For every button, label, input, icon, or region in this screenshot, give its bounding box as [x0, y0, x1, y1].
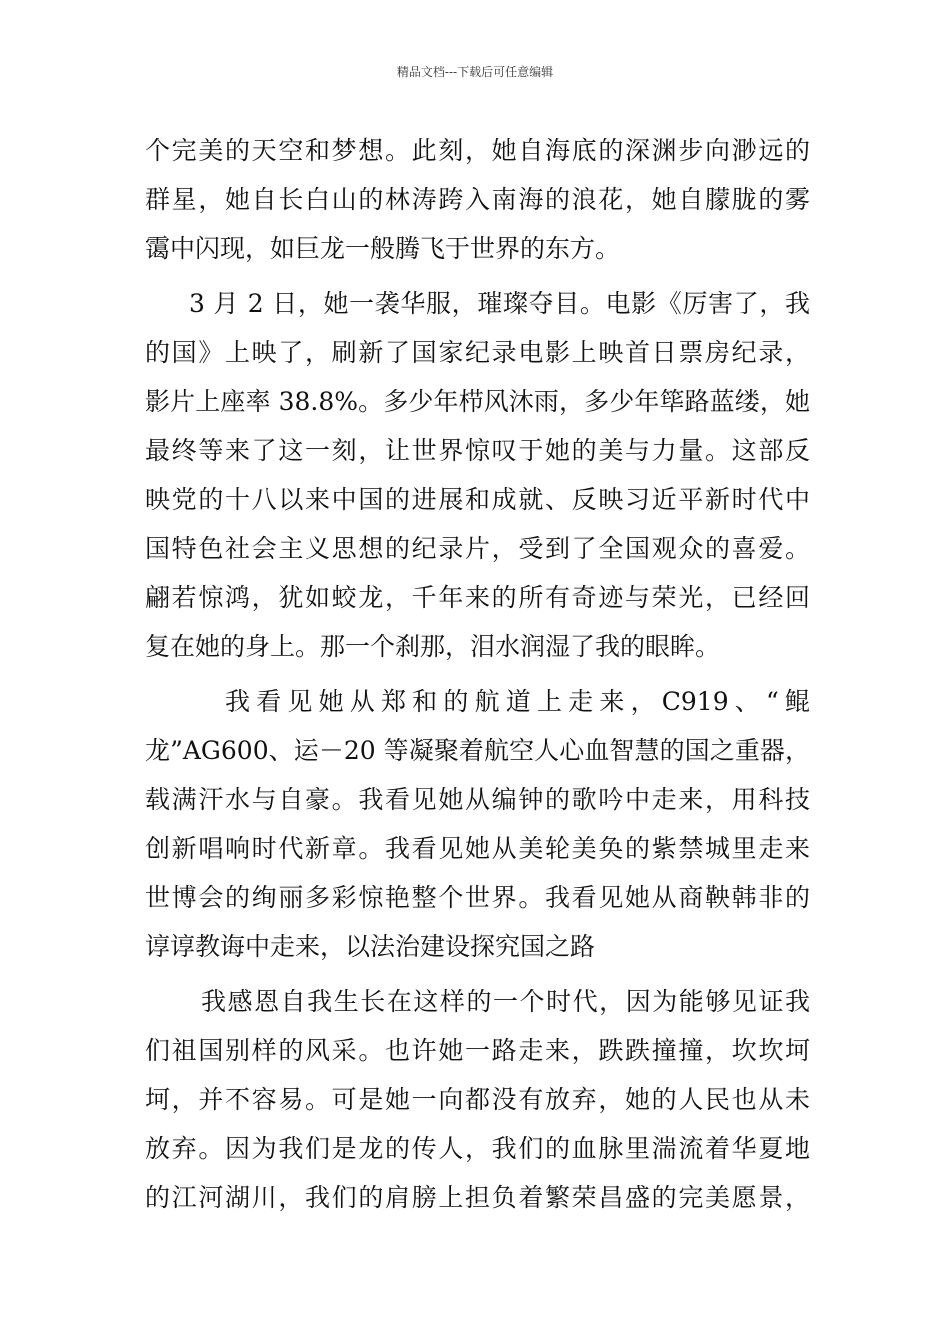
text-line: 载满汗水与自豪。我看见她从编钟的歌吟中走来，用科技 — [145, 785, 810, 814]
text-line: 放弃。因为我们是龙的传人，我们的血脉里湍流着华夏地 — [145, 1134, 810, 1163]
text-line: 国特色社会主义思想的纪录片，受到了全国观众的喜爱。 — [145, 534, 810, 563]
text-line: 个完美的天空和梦想。此刻，她自海底的深渊步向渺远的 — [145, 136, 810, 165]
text-line: 创新唱响时代新章。我看见她从美轮美奂的紫禁城里走来 — [145, 834, 810, 863]
text-line: 映党的十八以来中国的进展和成就、反映习近平新时代中 — [145, 485, 810, 514]
paragraph-1 — [145, 128, 810, 275]
text-line: 3 月 2 日，她一袭华服，璀璨夺目。电影《厉害了，我 — [189, 289, 810, 318]
text-line: 我看见她从郑和的航道上走来，C919、“鲲 — [225, 687, 810, 716]
text-line: 影片上座率 38.8%。多少年栉风沐雨，多少年筚路蓝缕，她 — [145, 387, 810, 416]
text-line: 我感恩自我生长在这样的一个时代，因为能够见证我 — [201, 987, 810, 1016]
text-line: 群星，她自长白山的林涛跨入南海的浪花，她自朦胧的雾 — [145, 185, 810, 214]
text-line: 霭中闪现，如巨龙一般腾飞于世界的东方。 — [145, 234, 621, 263]
text-line: 最终等来了这一刻，让世界惊叹于她的美与力量。这部反 — [145, 436, 810, 465]
text-line: 坷，并不容易。可是她一向都没有放弃，她的人民也从未 — [145, 1085, 810, 1114]
text-line: 的国》上映了，刷新了国家纪录电影上映首日票房纪录， — [145, 338, 810, 367]
text-line: 谆谆教诲中走来，以法治建设探究国之路 — [145, 932, 596, 961]
text-line: 世博会的绚丽多彩惊艳整个世界。我看见她从商鞅韩非的 — [145, 883, 810, 912]
paragraph-3 — [145, 679, 810, 973]
paragraph-2 — [145, 281, 810, 673]
document-body — [145, 128, 810, 1224]
text-line: 翩若惊鸿，犹如蛟龙，千年来的所有奇迹与荣光，已经回 — [145, 583, 810, 612]
text-line: 龙”AG600、运－20 等凝聚着航空人心血智慧的国之重器， — [145, 736, 810, 765]
paragraph-4 — [145, 979, 810, 1224]
text-line: 的江河湖川，我们的肩膀上担负着繁荣昌盛的完美愿景， — [145, 1183, 810, 1212]
text-line: 复在她的身上。那一个刹那，泪水润湿了我的眼眸。 — [145, 632, 721, 661]
page-header: 精品文档---下载后可任意编辑 — [396, 65, 554, 79]
text-line: 们祖国别样的风采。也许她一路走来，跌跌撞撞，坎坎坷 — [145, 1036, 810, 1065]
